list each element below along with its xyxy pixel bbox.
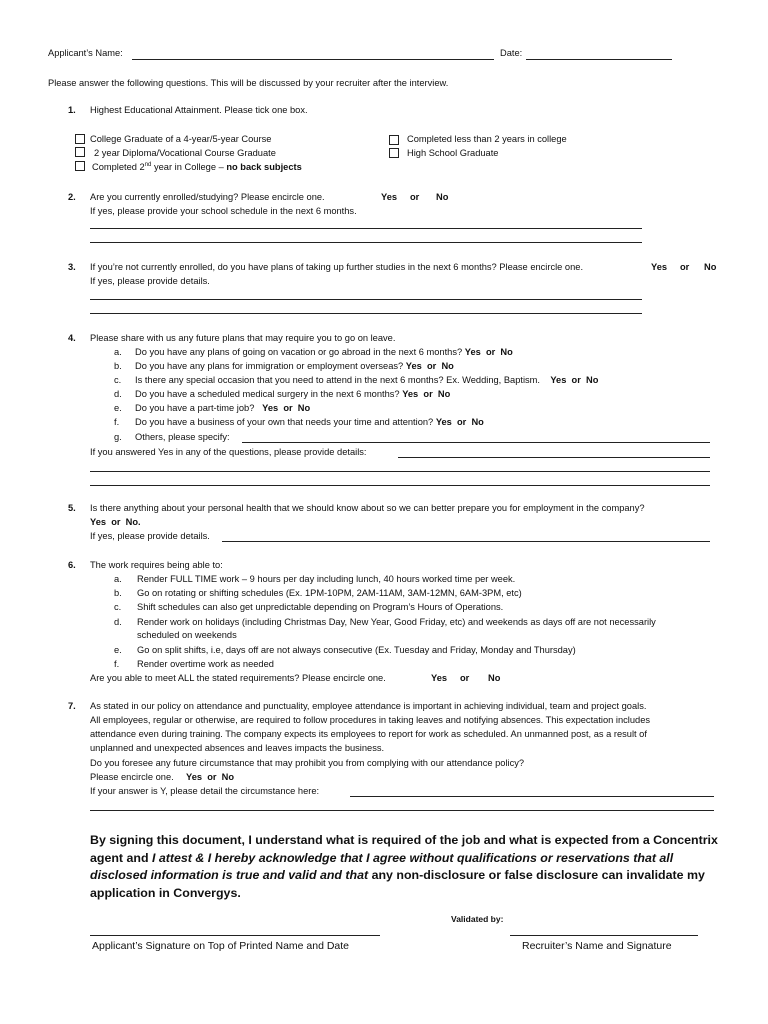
q4-answer-line[interactable] — [90, 485, 710, 486]
q6-or-text: or — [460, 673, 470, 683]
q1-option-label: Completed less than 2 years in college — [407, 134, 567, 144]
q4-item-letter: e. — [114, 403, 122, 413]
q3-answer-line[interactable] — [90, 313, 642, 314]
q7-paragraph-line: Do you foresee any future circumstance that may prohibit you from complying with our attendance policy? — [90, 758, 525, 768]
q5-detail-label: If yes, please provide details. — [90, 531, 210, 541]
q4-item-text: Do you have any plans of going on vacation or go abroad in the next 6 months? Yes or No — [135, 347, 513, 357]
q4-number: 4. — [68, 333, 76, 343]
q3-answer-line[interactable] — [90, 299, 642, 300]
applicant-name-field[interactable] — [132, 59, 494, 60]
applicant-name-label: Applicant’s Name: — [48, 48, 123, 58]
q5-answer-line[interactable] — [222, 541, 710, 542]
q4-others-answer-line[interactable] — [242, 442, 710, 443]
q7-encircle-label: Please encircle one. — [90, 772, 174, 782]
q6-item-text: Render FULL TIME work – 9 hours per day including lunch, 40 hours worked time per week. — [137, 574, 516, 584]
q5-number: 5. — [68, 503, 76, 513]
q1-checkbox-diploma[interactable] — [75, 147, 85, 157]
q2-detail-label: If yes, please provide your school schedule in the next 6 months. — [90, 206, 357, 216]
q4-item-letter: f. — [114, 417, 120, 427]
q4-answer-line[interactable] — [398, 457, 710, 458]
q6-item-text: Go on rotating or shifting schedules (Ex. 1PM-10PM, 2AM-11AM, 3AM-12MN, 6AM-3PM, etc) — [137, 588, 522, 598]
q1-option-second-year: Completed 2nd year in College – no back subjects — [92, 162, 302, 173]
q7-paragraph-line: As stated in our policy on attendance and punctuality, employee attendance is important in achieving individual, team and project goals. — [90, 701, 647, 711]
q7-yes-no-options[interactable]: Yes or No — [186, 772, 235, 782]
q7-paragraph-line: All employees, regular or otherwise, are required to follow procedures in taking leaves and notifying absences. This expectation includes — [90, 715, 651, 725]
q2-yes-option[interactable]: Yes — [381, 192, 398, 202]
q6-item-letter: f. — [114, 659, 120, 669]
recruiter-signature-line[interactable] — [510, 935, 698, 936]
q6-item-letter: b. — [114, 588, 122, 598]
q6-item-text: Shift schedules can also get unpredictable depending on Program’s Hours of Operations. — [137, 602, 504, 612]
q6-no-option[interactable]: No — [488, 673, 501, 683]
q2-no-option[interactable]: No — [436, 192, 449, 202]
q7-answer-line[interactable] — [350, 796, 714, 797]
q4-detail-label: If you answered Yes in any of the questions, please provide details: — [90, 447, 367, 457]
q1-checkbox-high-school[interactable] — [389, 148, 399, 158]
q1-checkbox-second-year[interactable] — [75, 161, 85, 171]
q2-answer-line[interactable] — [90, 242, 642, 243]
q5-yes-no-options[interactable]: Yes or No. — [90, 517, 141, 527]
q3-number: 3. — [68, 262, 76, 272]
q6-item-letter: e. — [114, 645, 122, 655]
q2-or-text: or — [410, 192, 420, 202]
q6-item-text-continued: scheduled on weekends — [137, 630, 237, 640]
q1-checkbox-college-graduate[interactable] — [75, 134, 85, 144]
date-field[interactable] — [526, 59, 672, 60]
q1-checkbox-less-than-2-years[interactable] — [389, 135, 399, 145]
q6-item-letter: a. — [114, 574, 122, 584]
q4-item-text: Do you have any plans for immigration or employment overseas? Yes or No — [135, 361, 454, 371]
q4-item-text: Do you have a part-time job? Yes or No — [135, 403, 311, 413]
q5-text: Is there anything about your personal health that we should know about so we can better prepare you for employment in the company? — [90, 503, 645, 513]
q6-final-question: Are you able to meet ALL the stated requirements? Please encircle one. — [90, 673, 386, 683]
q7-detail-label: If your answer is Y, please detail the circumstance here: — [90, 786, 320, 796]
q2-number: 2. — [68, 192, 76, 202]
q1-option-label: College Graduate of a 4-year/5-year Course — [90, 134, 272, 144]
q7-answer-line[interactable] — [90, 810, 714, 811]
q4-item-text: Do you have a business of your own that needs your time and attention? Yes or No — [135, 417, 484, 427]
q4-answer-line[interactable] — [90, 471, 710, 472]
q7-number: 7. — [68, 701, 76, 711]
q3-detail-label: If yes, please provide details. — [90, 276, 210, 286]
q6-number: 6. — [68, 560, 76, 570]
q1-text: Highest Educational Attainment. Please tick one box. — [90, 105, 308, 115]
q3-or-text: or — [680, 262, 690, 272]
recruiter-signature-caption: Recruiter’s Name and Signature — [522, 940, 672, 952]
q3-text: If you’re not currently enrolled, do you have plans of taking up further studies in the next 6 months? Please encircle one. — [90, 262, 584, 272]
declaration-statement: By signing this document, I understand what is required of the job and what is expected from a Concentrix agent and I attest & I hereby acknowledge that I agree without qualifications or reservations that all disclosed information is true and valid and that any non-disclosure or false disclosure can invalidate my application in Convergys. — [90, 833, 718, 900]
q7-paragraph-line: unplanned and unexpected absences and leaves impacts the business. — [90, 743, 385, 753]
validated-by-label: Validated by: — [451, 914, 504, 924]
q3-no-option[interactable]: No — [704, 262, 717, 272]
intro-text: Please answer the following questions. This will be discussed by your recruiter after the interview. — [48, 78, 449, 88]
q4-item-letter: a. — [114, 347, 122, 357]
q4-text: Please share with us any future plans that may require you to go on leave. — [90, 333, 396, 343]
q6-item-letter: c. — [114, 602, 122, 612]
q2-text: Are you currently enrolled/studying? Please encircle one. — [90, 192, 325, 202]
q1-option-label: 2 year Diploma/Vocational Course Graduate — [94, 148, 276, 158]
applicant-signature-line[interactable] — [90, 935, 380, 936]
q6-item-text: Go on split shifts, i.e, days off are not always consecutive (Ex. Tuesday and Friday, Monday and Thursday) — [137, 645, 576, 655]
q6-text: The work requires being able to: — [90, 560, 223, 570]
q1-option-label: High School Graduate — [407, 148, 499, 158]
date-label: Date: — [500, 48, 523, 58]
q4-item-text: Do you have a scheduled medical surgery in the next 6 months? Yes or No — [135, 389, 451, 399]
applicant-signature-caption: Applicant’s Signature on Top of Printed Name and Date — [92, 940, 350, 952]
q1-number: 1. — [68, 105, 76, 115]
q4-item-letter: b. — [114, 361, 122, 371]
q4-item-letter: d. — [114, 389, 122, 399]
q6-yes-option[interactable]: Yes — [431, 673, 448, 683]
q4-item-text: Is there any special occasion that you need to attend in the next 6 months? Ex. Wedding, Baptism. Yes or No — [135, 375, 599, 385]
q4-item-text: Others, please specify: — [135, 432, 230, 442]
q4-item-letter: c. — [114, 375, 122, 385]
q6-item-text: Render overtime work as needed — [137, 659, 274, 669]
q2-answer-line[interactable] — [90, 228, 642, 229]
q4-item-letter: g. — [114, 432, 122, 442]
q7-paragraph-line: attendance even during training. The company expects its employees to report for work as scheduled. An unmanned post, as a result of — [90, 729, 647, 739]
q6-item-letter: d. — [114, 617, 122, 627]
q6-item-text: Render work on holidays (including Christmas Day, New Year, Good Friday, etc) and weekends as days off are not necessarily — [137, 617, 656, 627]
q3-yes-option[interactable]: Yes — [651, 262, 668, 272]
